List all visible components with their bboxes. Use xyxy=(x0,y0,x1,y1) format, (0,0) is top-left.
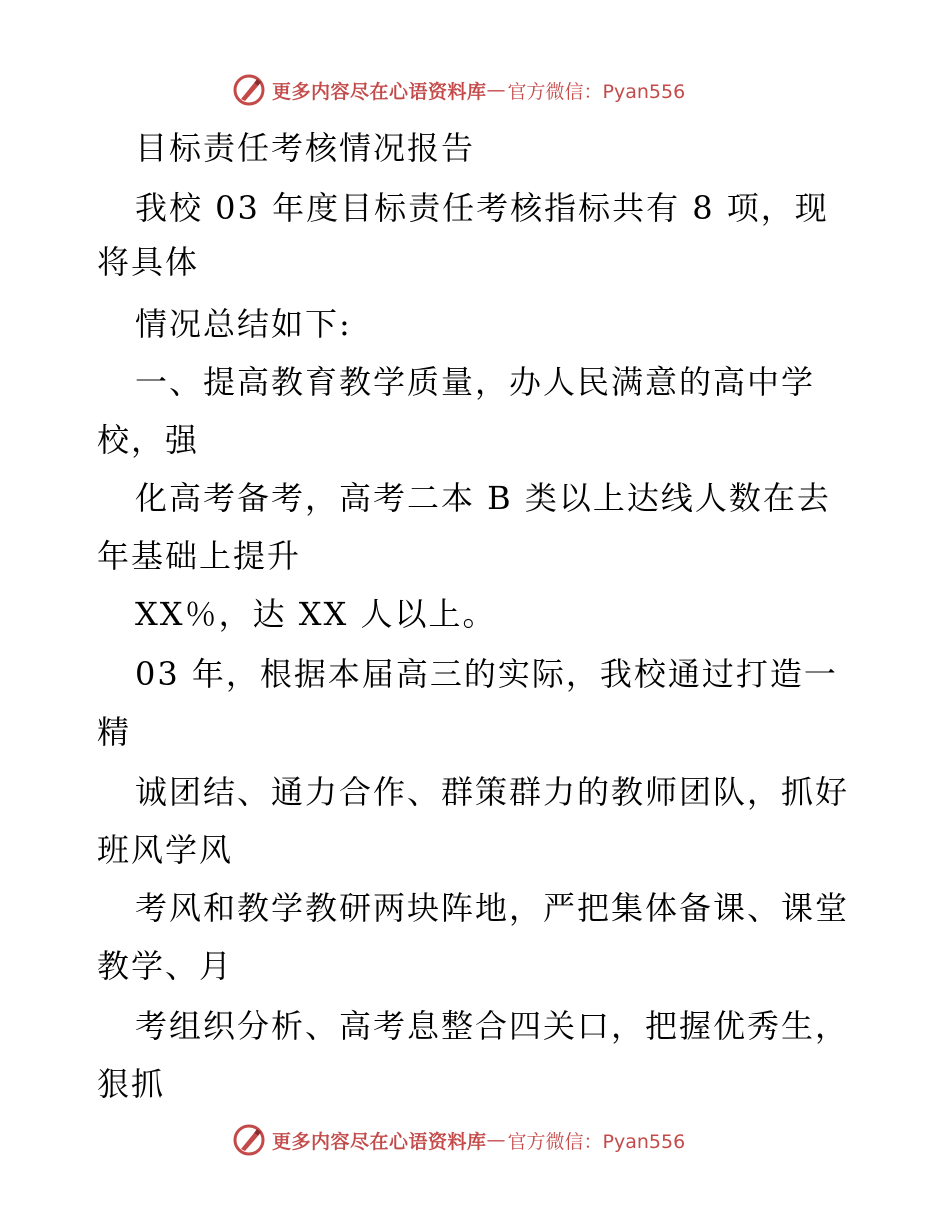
document-title: 目标责任考核情况报告 xyxy=(135,129,476,167)
watermark-site-text: 更多内容尽在心语资料库 xyxy=(272,80,487,103)
watermark-wechat-text: 官方微信：Pyan556 xyxy=(507,1130,686,1153)
footer-watermark-banner xyxy=(232,1120,752,1160)
paragraph-line: 考风和教学教研两块阵地，严把集体备课、课堂 xyxy=(135,889,850,927)
paragraph-line: 情况总结如下: xyxy=(135,305,352,343)
paragraph-line: 精 xyxy=(97,713,132,751)
pen-logo-icon xyxy=(232,73,266,107)
watermark-wechat-text: 官方微信：Pyan556 xyxy=(507,80,686,103)
watermark-dash: — xyxy=(486,79,506,101)
paragraph-line: 一、提高教育教学质量，办人民满意的高中学 xyxy=(135,363,816,401)
watermark-dash: — xyxy=(486,1129,506,1151)
paragraph-line: 年基础上提升 xyxy=(97,537,302,575)
paragraph-line: 诚团结、通力合作、群策群力的教师团队，抓好 xyxy=(135,773,850,811)
header-watermark-banner xyxy=(232,70,752,110)
paragraph-line: 教学、月 xyxy=(97,947,234,985)
paragraph-line: 将具体 xyxy=(97,243,200,281)
paragraph-line: XX％，达 XX 人以上。 xyxy=(135,595,497,633)
paragraph-line: 03 年，根据本届高三的实际，我校通过打造一 xyxy=(135,655,838,693)
pen-logo-icon xyxy=(232,1123,266,1157)
paragraph-line: 化高考备考，高考二本 B 类以上达线人数在去 xyxy=(135,479,831,517)
paragraph-line: 考组织分析、高考息整合四关口，把握优秀生， xyxy=(135,1007,850,1045)
paragraph-line: 狠抓 xyxy=(97,1065,166,1103)
paragraph-line: 我校 03 年度目标责任考核指标共有 8 项，现 xyxy=(135,189,829,227)
watermark-site-text: 更多内容尽在心语资料库 xyxy=(272,1130,487,1153)
paragraph-line: 班风学风 xyxy=(97,831,234,869)
paragraph-line: 校，强 xyxy=(97,421,200,459)
